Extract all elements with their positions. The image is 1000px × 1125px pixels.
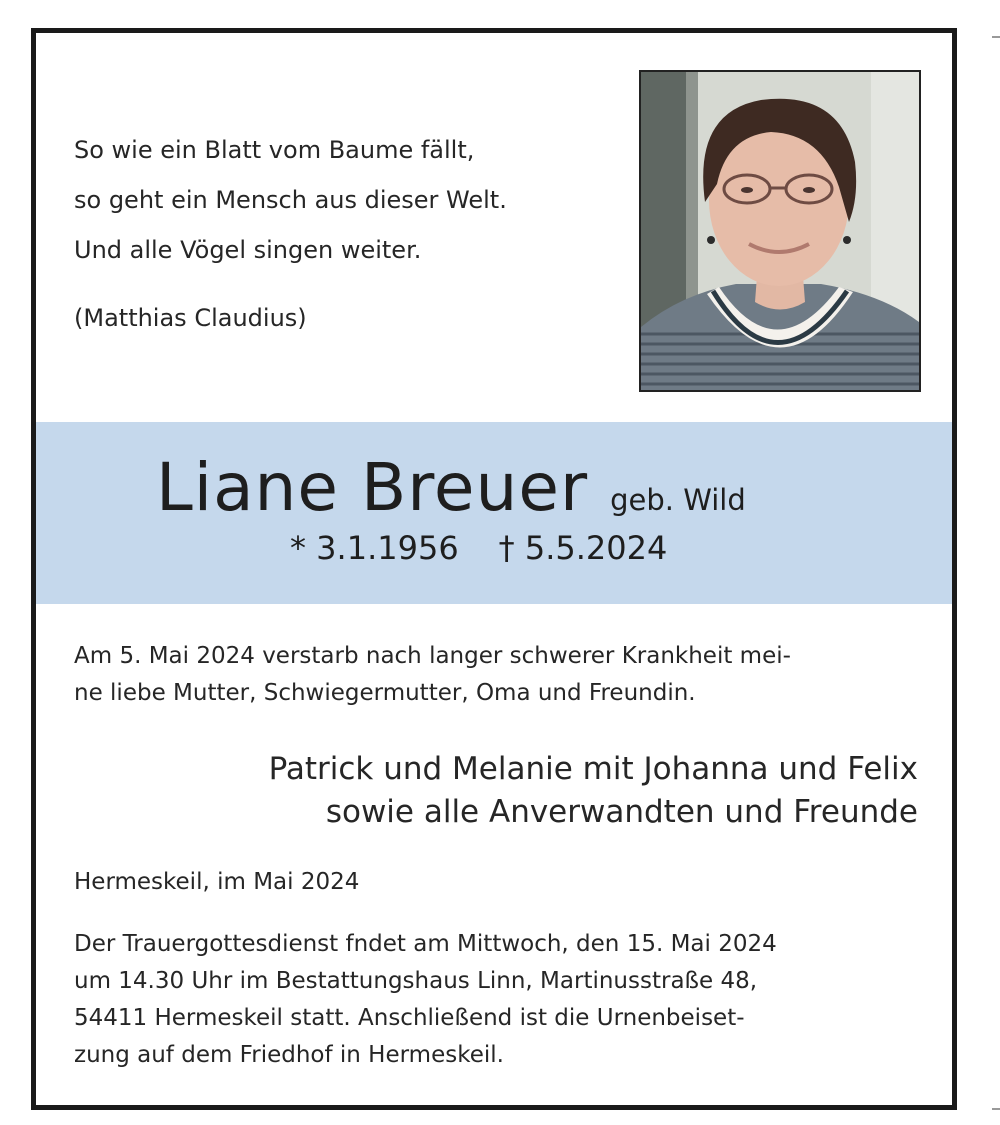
crop-mark (992, 1108, 1000, 1110)
life-dates (290, 529, 667, 567)
funeral-service-info (74, 926, 934, 1074)
quote-line: so geht ein Mensch aus dieser Welt. (74, 186, 507, 214)
announcement-line: ne liebe Mutter, Schwiegermutter, Oma und Freundin. (74, 680, 696, 706)
service-line: 54411 Hermeskeil statt. Anschließend ist die Urnenbeiset- (74, 1005, 745, 1031)
quote-block (74, 125, 507, 343)
portrait-photo (639, 70, 921, 392)
crop-mark (992, 36, 1000, 38)
name-banner (36, 422, 952, 604)
mourners-line: Patrick und Melanie mit Johanna und Felix (268, 751, 918, 787)
maiden-name: geb. Wild (610, 483, 746, 517)
place-date: Hermeskeil, im Mai 2024 (74, 869, 360, 895)
obituary-notice (31, 28, 957, 1110)
service-line: zung auf dem Friedhof in Hermeskeil. (74, 1042, 504, 1068)
birth-date: * 3.1.1956 (290, 529, 459, 567)
deceased-name: Liane Breuer (156, 449, 589, 526)
death-announcement (74, 638, 924, 712)
service-line: um 14.30 Uhr im Bestattungshaus Linn, Martinusstraße 48, (74, 968, 758, 994)
quote-line: So wie ein Blatt vom Baume fällt, (74, 136, 475, 164)
death-date: † 5.5.2024 (498, 529, 668, 567)
announcement-line: Am 5. Mai 2024 verstarb nach langer schwerer Krankheit mei- (74, 643, 791, 669)
mourners-block (269, 748, 918, 834)
name-row (156, 448, 746, 528)
quote-author: (Matthias Claudius) (74, 304, 307, 332)
mourners-line: sowie alle Anverwandten und Freunde (325, 794, 918, 830)
quote-line: Und alle Vögel singen weiter. (74, 236, 422, 264)
service-line: Der Trauergottesdienst fndet am Mittwoch, den 15. Mai 2024 (74, 931, 777, 957)
